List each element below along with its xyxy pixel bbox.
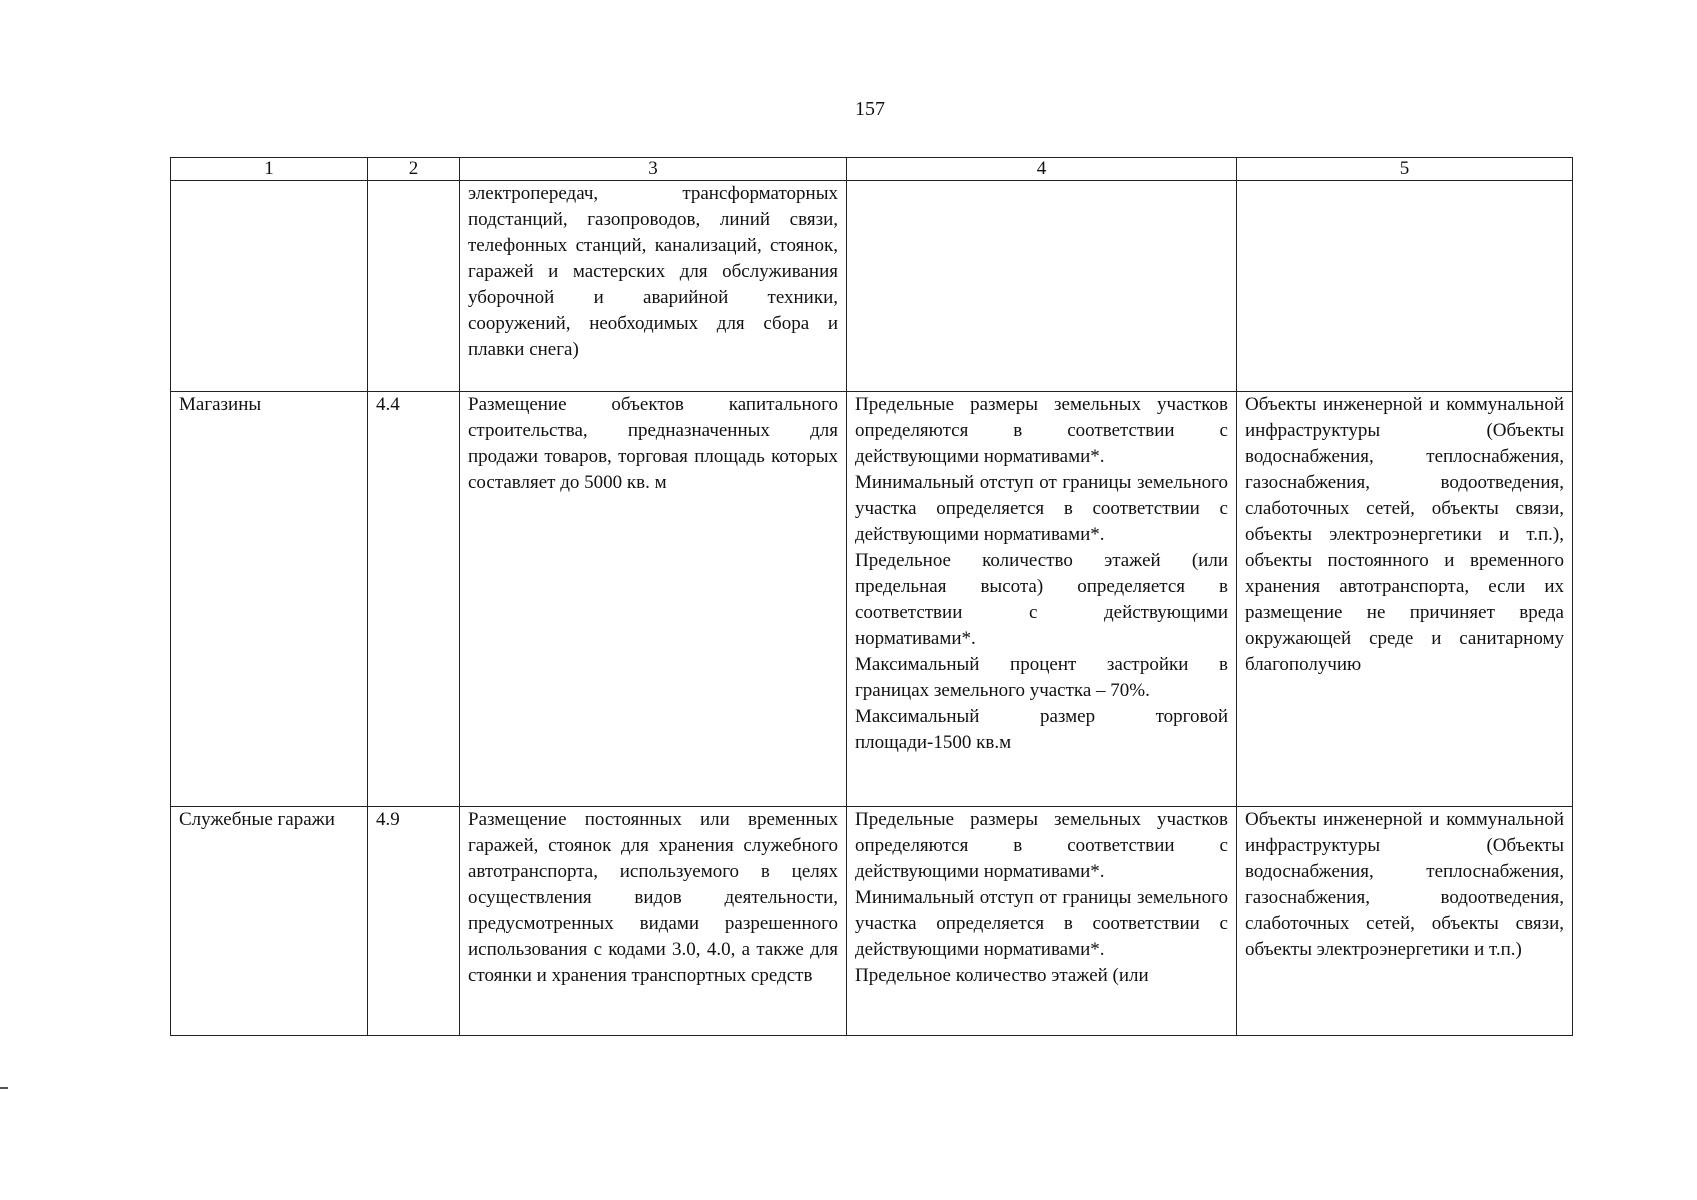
scan-edge-mark — [0, 1087, 8, 1089]
column-header-3: 3 — [460, 158, 847, 181]
use-type-description: Размещение объектов капитального строительства, предназначенных для продажи товаров, торговая площадь которых составляет до 5000 кв. м — [460, 392, 847, 807]
use-type-name: Магазины — [171, 392, 368, 807]
table-row-continuation — [171, 181, 1573, 392]
use-type-code: 4.9 — [368, 807, 460, 1036]
parameter-max-floors: Предельное количество этажей (или — [855, 965, 1149, 986]
table-row-shops — [171, 392, 1573, 807]
parameter-min-setback: Минимальный отступ от границы земельного участка определяется в соответствии с действующими нормативами*. — [855, 887, 1228, 960]
column-number-header-row — [171, 158, 1573, 181]
auxiliary-uses-cell: Объекты инженерной и коммунальной инфраструктуры (Объекты водоснабжения, теплоснабжения, газоснабжения, водоотведения, слаботочных сетей, объекты связи, объекты электроэнергетики и т.п.), объекты постоянного и временного хранения автотранспорта, если их размещение не причиняет вреда окружающей среде и санитарному благополучию — [1237, 392, 1573, 807]
auxiliary-uses-cell — [1237, 181, 1573, 392]
column-header-4: 4 — [847, 158, 1237, 181]
parameter-min-setback: Минимальный отступ от границы земельного участка определяется в соответствии с действующими нормативами*. — [855, 472, 1228, 545]
use-type-name: Служебные гаражи — [171, 807, 368, 1036]
parameter-max-trade-area: Максимальный размер торговой площади-1500 кв.м — [855, 706, 1228, 753]
table-row-service-garages — [171, 807, 1573, 1036]
parameters-cell — [847, 181, 1237, 392]
parameter-plot-size: Предельные размеры земельных участков определяются в соответствии с действующими нормативами*. — [855, 809, 1228, 882]
parameter-max-coverage: Максимальный процент застройки в границах земельного участка – 70%. — [855, 654, 1228, 701]
column-header-1: 1 — [171, 158, 368, 181]
parameter-max-floors: Предельное количество этажей (или предельная высота) определяется в соответствии с действующими нормативами*. — [855, 550, 1228, 649]
page-number: 157 — [855, 98, 885, 120]
land-use-regulations-table — [170, 157, 1573, 1036]
use-type-code: 4.4 — [368, 392, 460, 807]
auxiliary-uses-cell: Объекты инженерной и коммунальной инфраструктуры (Объекты водоснабжения, теплоснабжения, газоснабжения, водоотведения, слаботочных сетей, объекты связи, объекты электроэнергетики и т.п.) — [1237, 807, 1573, 1036]
use-type-description: Размещение постоянных или временных гаражей, стоянок для хранения служебного автотранспорта, используемого в целях осуществления видов деятельности, предусмотренных видами разрешенного использования с кодами 3.0, 4.0, а также для стоянки и хранения транспортных средств — [460, 807, 847, 1036]
parameter-plot-size: Предельные размеры земельных участков определяются в соответствии с действующими нормативами*. — [855, 394, 1228, 467]
use-type-name — [171, 181, 368, 392]
parameters-cell — [847, 392, 1237, 807]
use-type-code — [368, 181, 460, 392]
use-type-description: электропередач, трансформаторных подстанций, газопроводов, линий связи, телефонных станций, канализаций, стоянок, гаражей и мастерских для обслуживания уборочной и аварийной техники, сооружений, необходимых для сбора и плавки снега) — [460, 181, 847, 392]
parameters-cell — [847, 807, 1237, 1036]
column-header-2: 2 — [368, 158, 460, 181]
column-header-5: 5 — [1237, 158, 1573, 181]
